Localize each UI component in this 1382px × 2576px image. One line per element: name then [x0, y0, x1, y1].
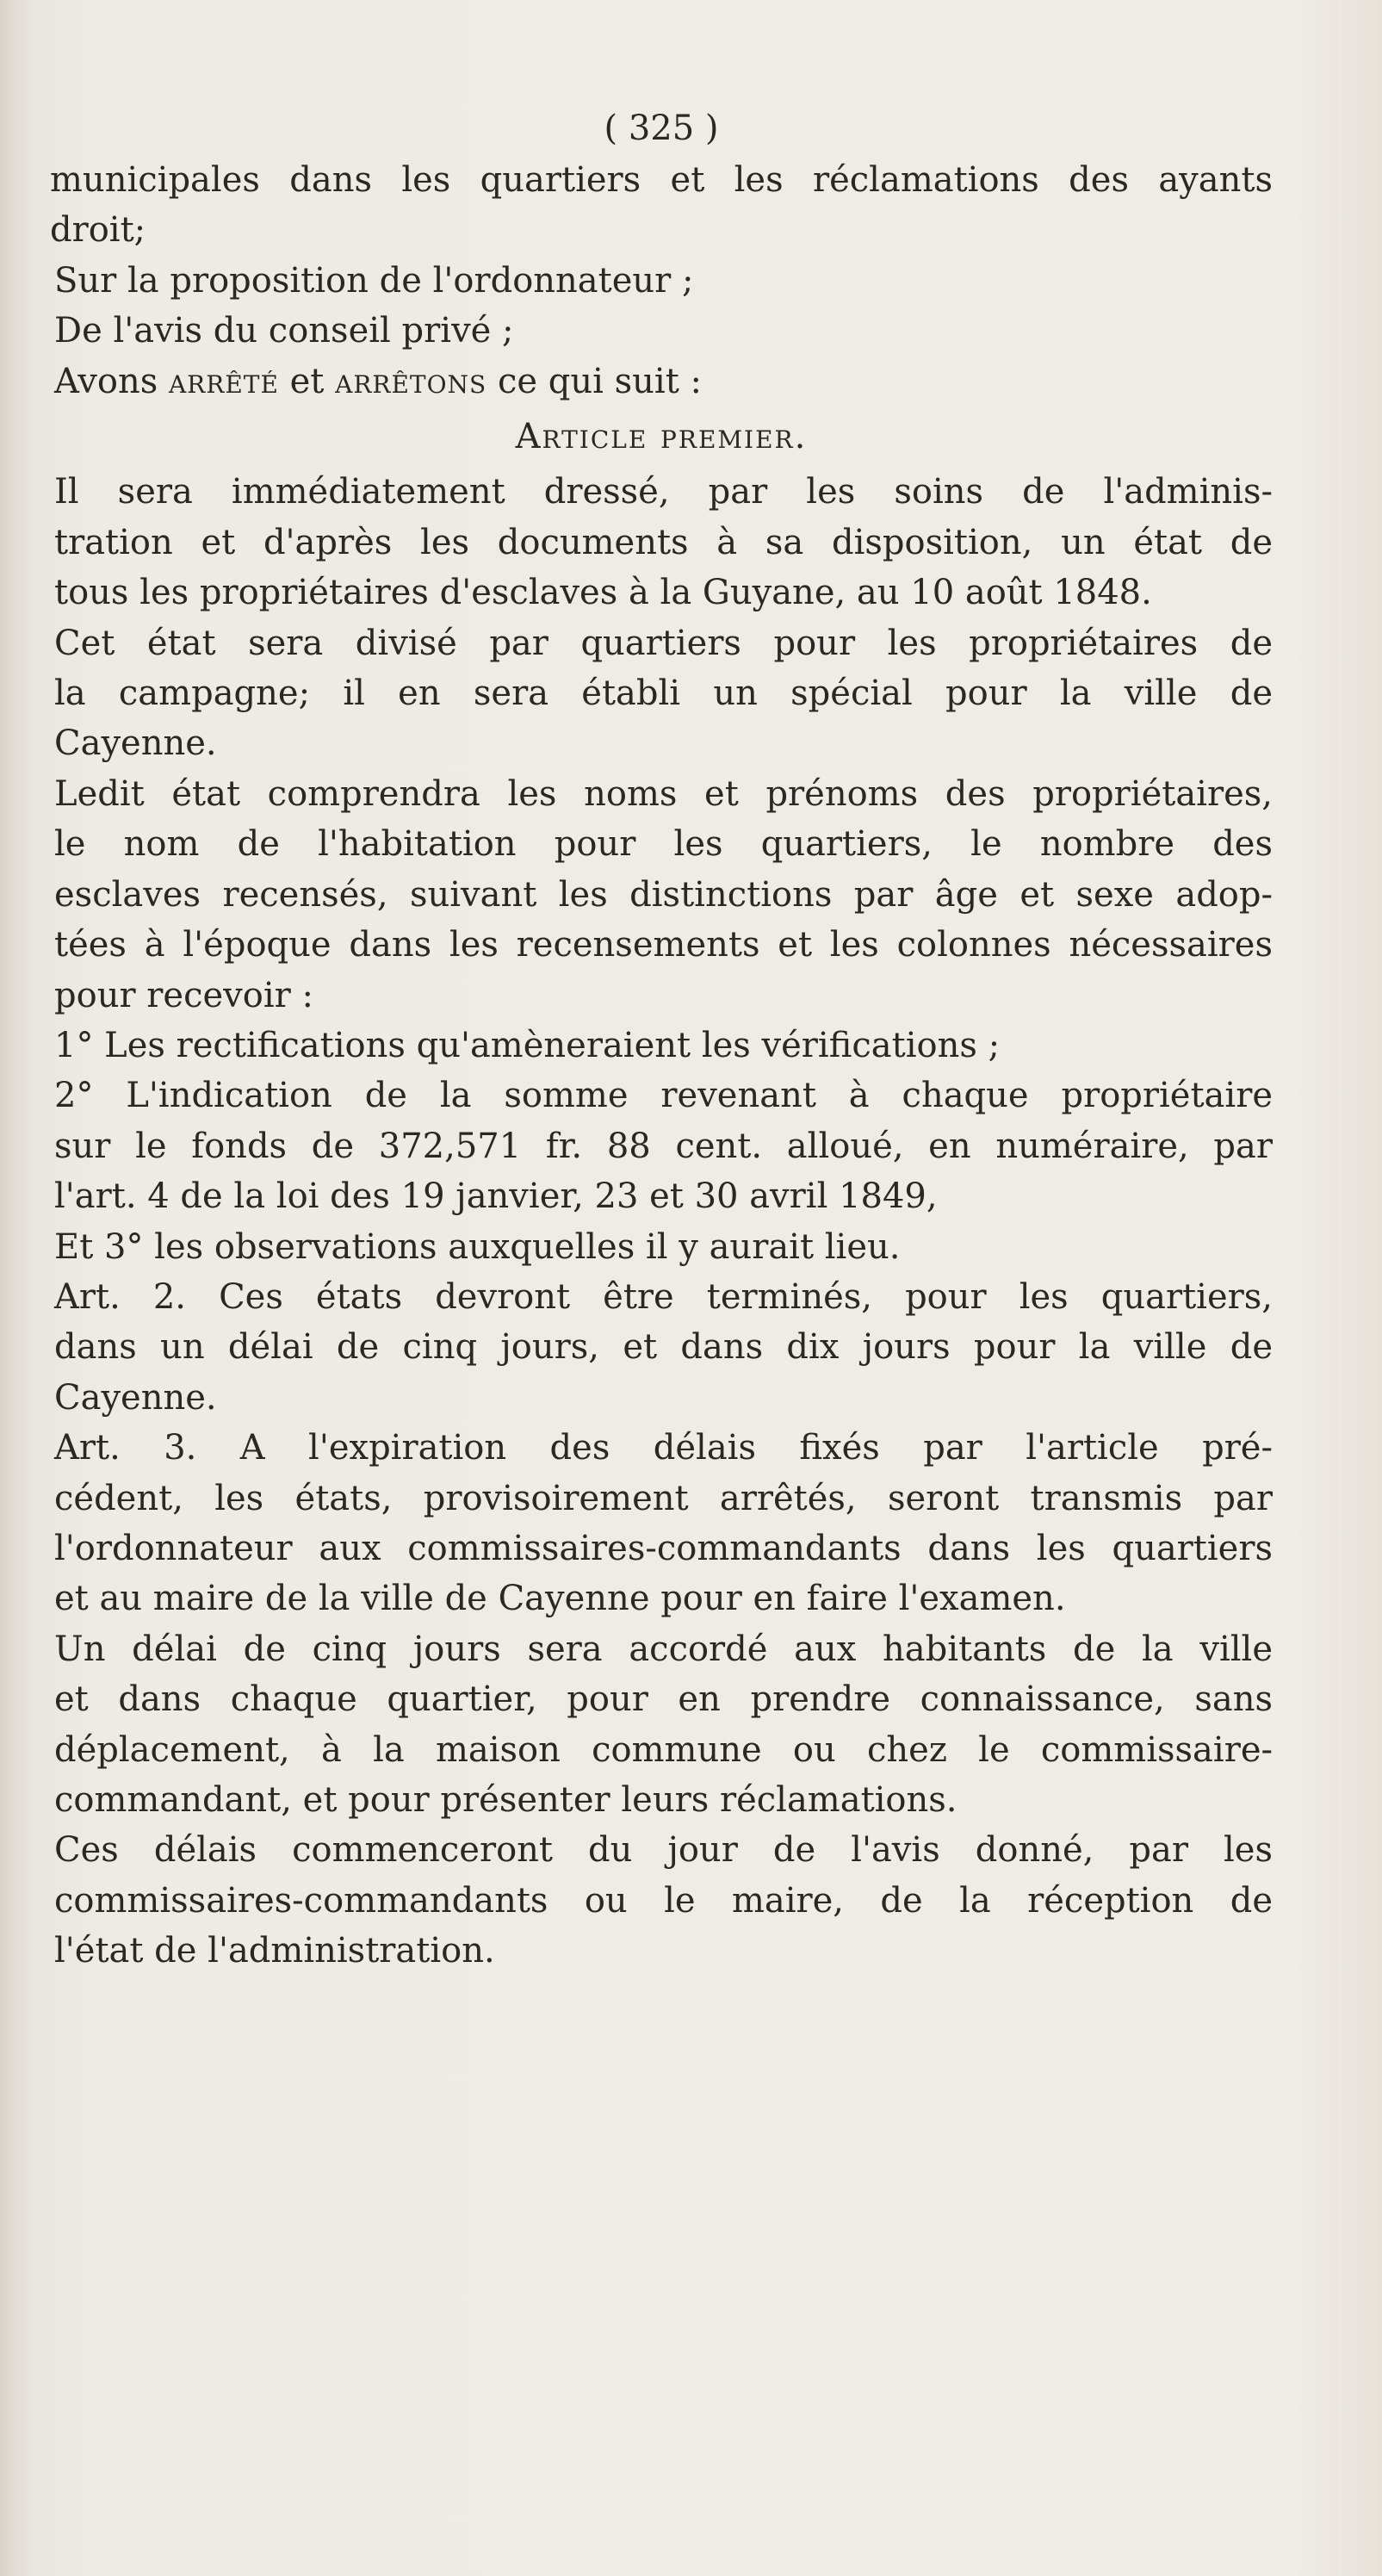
article-heading: Article premier. — [515, 417, 808, 457]
text-line: esclaves recensés, suivant les distinctions par âge et sexe adop- — [54, 874, 1273, 915]
paragraph-avons — [50, 357, 1273, 407]
page-number: ( 325 ) — [604, 109, 719, 148]
arretons-small-caps: arrêtons — [335, 361, 487, 401]
text-line: Un délai de cinq jours sera accordé aux habitants de la ville — [54, 1629, 1273, 1669]
paragraph-avis — [50, 306, 1273, 356]
paragraph-etat-divise — [50, 618, 1273, 769]
text-line: l'état de l'administration. — [54, 1931, 495, 1971]
paragraph-article-2 — [50, 1272, 1273, 1423]
document-text — [50, 103, 1273, 1977]
text-line: et dans chaque quartier, pour en prendre connaissance, sans — [54, 1679, 1273, 1720]
paragraph-article-3 — [50, 1423, 1273, 1624]
text-line: 1° Les rectifications qu'amèneraient les vérifications ; — [54, 1025, 1001, 1065]
paragraph-continuation — [50, 155, 1273, 256]
text-line: droit; — [50, 210, 146, 251]
text-run: et — [278, 361, 336, 401]
paragraph-ces-delais — [50, 1825, 1273, 1976]
text-line: déplacement, à la maison commune ou chez le commissaire- — [54, 1729, 1273, 1770]
paragraph-item-3 — [50, 1222, 1273, 1272]
text-run: ce qui suit : — [486, 361, 702, 401]
text-line: Cet état sera divisé par quartiers pour les propriétaires de — [54, 623, 1273, 663]
text-line: sur le fonds de 372,571 fr. 88 cent. alloué, en numéraire, par — [54, 1126, 1273, 1166]
text-line: tration et d'après les documents à sa disposition, un état de — [54, 522, 1273, 562]
text-line: dans un délai de cinq jours, et dans dix jours pour la ville de — [54, 1327, 1273, 1368]
text-line: la campagne; il en sera établi un spécial pour la ville de — [54, 673, 1273, 714]
text-line: Cayenne. — [54, 1377, 217, 1418]
text-line: municipales dans les quartiers et les réclamations des ayants — [50, 160, 1273, 200]
text-line: Il sera immédiatement dressé, par les soins de l'adminis- — [54, 472, 1273, 512]
text-line: l'art. 4 de la loi des 19 janvier, 23 et 30 avril 1849, — [54, 1176, 938, 1217]
text-line: et au maire de la ville de Cayenne pour en faire l'examen. — [54, 1579, 1066, 1619]
text-line: Ces délais commenceront du jour de l'avis donné, par les — [54, 1830, 1273, 1871]
text-line: Sur la proposition de l'ordonnateur ; — [54, 260, 694, 301]
text-line: le nom de l'habitation pour les quartiers, le nombre des — [54, 824, 1273, 865]
text-line: Art. 2. Ces états devront être terminés, pour les quartiers, — [54, 1276, 1273, 1317]
text-line: l'ordonnateur aux commissaires-commandants dans les quartiers — [54, 1528, 1273, 1568]
text-line: cédent, les états, provisoirement arrêtés, seront transmis par — [54, 1478, 1273, 1518]
arrete-small-caps: arrêté — [168, 361, 279, 401]
paragraph-ledit-etat — [50, 769, 1273, 1021]
text-line: tous les propriétaires d'esclaves à la Guyane, au 10 août 1848. — [54, 573, 1152, 613]
text-line: De l'avis du conseil privé ; — [54, 311, 514, 351]
text-line — [50, 357, 1273, 407]
paragraph-item-1 — [50, 1021, 1273, 1071]
text-line: commandant, et pour présenter leurs réclamations. — [54, 1780, 957, 1820]
text-line: pour recevoir : — [54, 975, 313, 1015]
paragraph-delai — [50, 1624, 1273, 1826]
text-line: 2° L'indication de la somme revenant à chaque propriétaire — [54, 1076, 1273, 1116]
text-line: tées à l'époque dans les recensements et les colonnes nécessaires — [54, 925, 1273, 965]
text-run: Avons — [54, 361, 169, 401]
text-line: Ledit état comprendra les noms et prénoms des propriétaires, — [54, 773, 1273, 814]
paragraph-article-1 — [50, 467, 1273, 618]
text-line: Art. 3. A l'expiration des délais fixés par l'article pré- — [54, 1428, 1273, 1468]
paragraph-item-2 — [50, 1071, 1273, 1221]
text-line: commissaires-commandants ou le maire, de la réception de — [54, 1880, 1273, 1921]
paragraph-proposition — [50, 256, 1273, 306]
text-line: Cayenne. — [54, 723, 217, 764]
text-line: Et 3° les observations auxquelles il y aurait lieu. — [54, 1226, 901, 1267]
